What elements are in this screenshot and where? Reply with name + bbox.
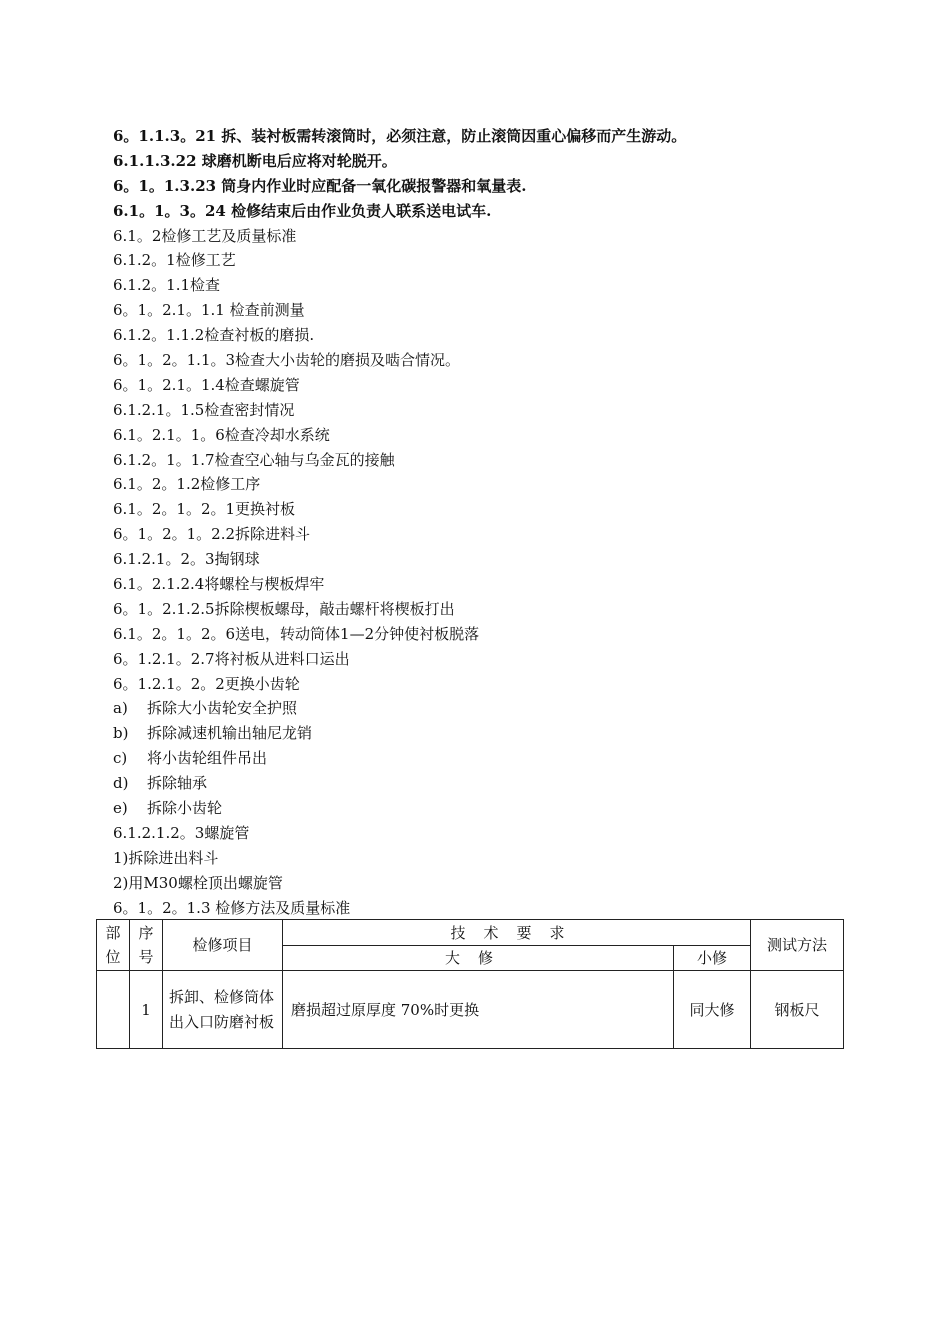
list-item [113,696,853,721]
section-heading: 6.1.2.1.2。3螺旋管 [113,823,250,842]
text-line: 2)用M30螺栓顶出螺旋管 [113,873,283,892]
section-heading: 6.1。2检修工艺及质量标准 [113,226,297,245]
list-marker: d) [113,774,129,793]
cell-test-method: 钢板尺 [751,971,844,1049]
list-marker: b) [113,724,129,743]
list-item [113,796,853,821]
header-tech-text: 技术要求 [450,923,583,942]
list-marker: e) [113,799,128,818]
text-line: 6.1.2。1。1.7检查空心轴与乌金瓦的接触 [113,450,395,469]
header-major-text: 大修 [444,949,511,967]
list-item [113,771,853,796]
document-body [113,124,853,921]
text-line: 6.1。2.1.2.4将螺栓与楔板焊牢 [113,575,325,594]
cell-part [97,971,130,1049]
table-row [97,971,844,1049]
list-item [113,721,853,746]
list-item-text: 拆除减速机输出轴尼龙销 [147,724,313,743]
section-heading: 6.1.2。1检修工艺 [113,251,236,270]
cell-minor-repair: 同大修 [674,971,751,1049]
text-line: 6。1。1.3.23 筒身内作业时应配备一氧化碳报警器和氧量表. [113,176,527,195]
text-line: 6.1.2.1。2。3掏钢球 [113,550,260,569]
list-item-text: 将小齿轮组件吊出 [147,749,268,768]
cell-seq: 1 [130,971,163,1049]
text-line: 6.1.1.3.22 球磨机断电后应将对轮脱开。 [113,151,397,170]
text-line: 6.1.2.1。1.5检查密封情况 [113,400,295,419]
maintenance-standards-table [96,919,844,1049]
text-line: 6。1。2。1。2.2拆除进料斗 [113,525,311,544]
header-part: 部位 [97,920,130,971]
header-minor-repair: 小修 [674,946,751,971]
cell-major-repair: 磨损超过原厚度 70%时更换 [283,971,674,1049]
text-line: 1)拆除进出料斗 [113,848,219,867]
header-test-method: 测试方法 [751,920,844,971]
header-major-repair [283,946,674,971]
table-caption: 6。1。2。1.3 检修方法及质量标准 [113,898,351,917]
text-line: 6.1。2。1。2。1更换衬板 [113,500,296,519]
header-tech-requirements [283,920,751,946]
text-line: 6。1。2.1。1.4检查螺旋管 [113,375,300,394]
text-line: 6.1.2。1.1.2检查衬板的磨损. [113,326,315,345]
text-line: 6.1。2。1。2。6送电，转动筒体1—2分钟使衬板脱落 [113,624,480,643]
text-line: 6。1.2.1。2。2更换小齿轮 [113,674,300,693]
text-line: 6。1。2.1.2.5拆除楔板螺母，敲击螺杆将楔板打出 [113,599,455,618]
list-marker: a) [113,699,128,718]
text-line: 6。1。2。1.1。3检查大小齿轮的磨损及啮合情况。 [113,351,461,370]
list-item-text: 拆除大小齿轮安全护照 [147,699,298,718]
text-line: 6。1.1.3。21 拆、装衬板需转滚筒时，必须注意，防止滚筒因重心偏移而产生游动。 [113,127,687,145]
list-item-text: 拆除轴承 [147,774,208,793]
text-line: 6.1。1。3。24 检修结束后由作业负责人联系送电试车. [113,201,492,220]
cell-item: 拆卸、检修筒体出入口防磨衬板 [163,971,283,1049]
text-line: 6.1。2.1。1。6检查冷却水系统 [113,425,330,444]
list-item [113,746,853,771]
section-heading: 6.1。2。1.2检修工序 [113,475,261,494]
section-heading: 6.1.2。1.1检查 [113,276,221,295]
header-item: 检修项目 [163,920,283,971]
list-item-text: 拆除小齿轮 [147,799,223,818]
header-seq: 序号 [130,920,163,971]
text-line: 6。1。2.1。1.1 检查前测量 [113,301,305,320]
list-marker: c) [113,749,128,768]
text-line: 6。1.2.1。2.7将衬板从进料口运出 [113,649,350,668]
